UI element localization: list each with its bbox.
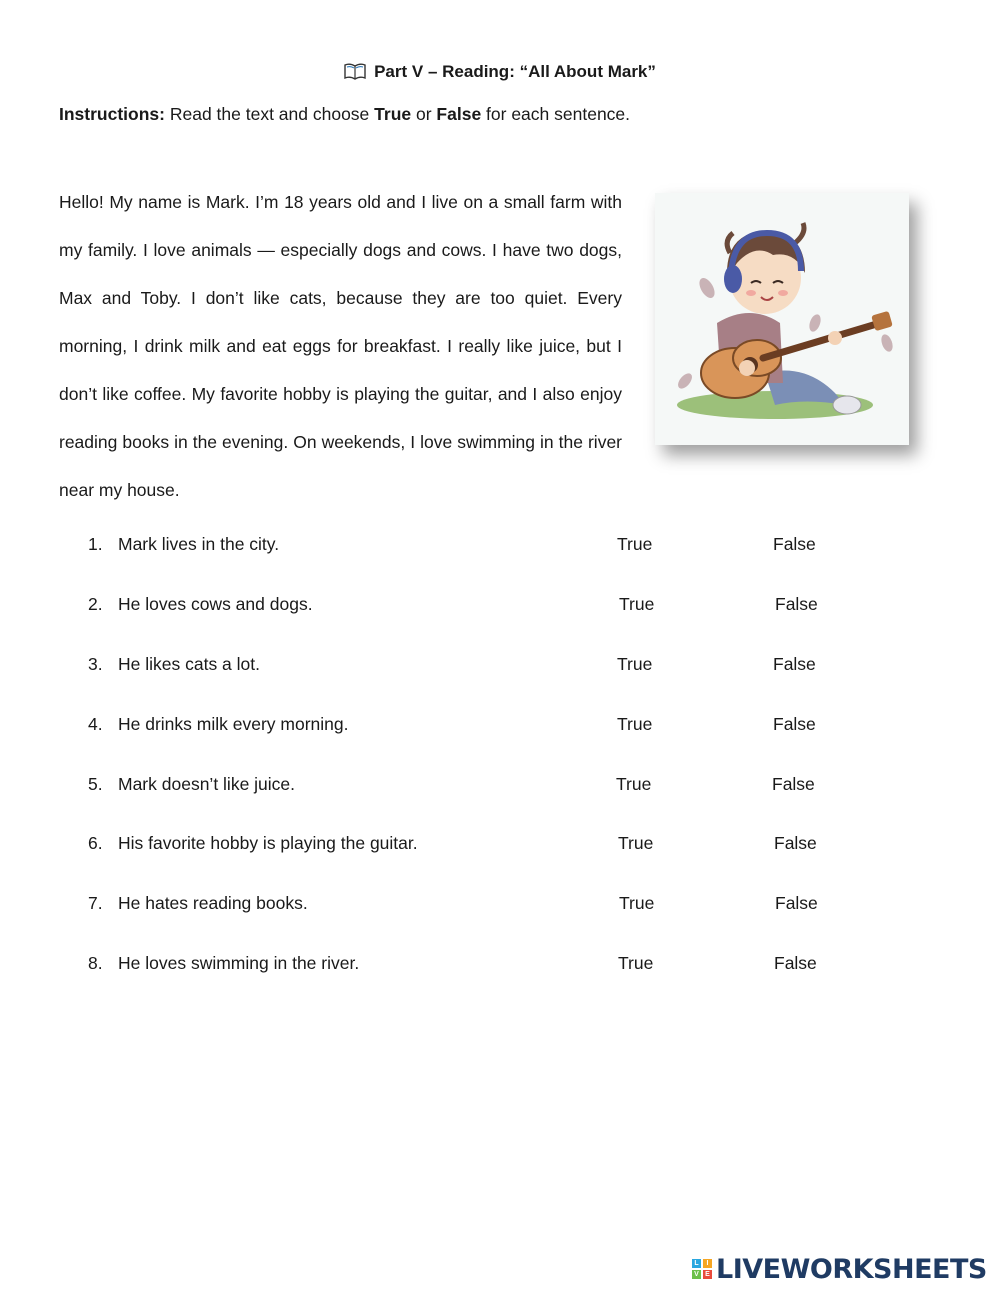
question-row	[0, 654, 1000, 680]
instructions-text: Read the text and choose	[164, 104, 375, 124]
question-number: 7.	[88, 893, 103, 913]
true-option[interactable]: True	[618, 833, 654, 853]
question-number: 1.	[88, 534, 103, 554]
false-option[interactable]: False	[772, 774, 815, 794]
logo-letter: I	[703, 1259, 712, 1268]
true-option[interactable]: True	[619, 594, 655, 614]
question-text: Mark doesn’t like juice.	[118, 774, 296, 794]
false-option[interactable]: False	[773, 654, 816, 674]
logo-letter: E	[703, 1270, 712, 1279]
question-row	[0, 833, 1000, 859]
question-row	[0, 714, 1000, 740]
question-text: His favorite hobby is playing the guitar.	[118, 833, 418, 853]
question-row	[0, 534, 1000, 560]
instructions-text: or	[411, 104, 437, 124]
question-number: 6.	[88, 833, 103, 853]
true-option[interactable]: True	[617, 714, 653, 734]
question-text: He loves cows and dogs.	[118, 594, 313, 614]
question-row	[0, 893, 1000, 919]
question-text: He drinks milk every morning.	[118, 714, 349, 734]
question-number: 8.	[88, 953, 103, 973]
question-text: Mark lives in the city.	[118, 534, 280, 554]
open-book-icon	[344, 63, 366, 86]
false-option[interactable]: False	[774, 833, 817, 853]
instructions-label: Instructions:	[59, 104, 165, 124]
true-option[interactable]: True	[617, 534, 653, 554]
true-option[interactable]: True	[616, 774, 652, 794]
false-option[interactable]: False	[774, 953, 817, 973]
question-number: 2.	[88, 594, 103, 614]
false-word: False	[436, 104, 482, 124]
false-option[interactable]: False	[775, 893, 818, 913]
question-number: 3.	[88, 654, 103, 674]
logo-letter: V	[692, 1270, 701, 1279]
question-text: He loves swimming in the river.	[118, 953, 360, 973]
question-text: He hates reading books.	[118, 893, 308, 913]
instructions	[59, 104, 630, 125]
page-title	[0, 62, 1000, 86]
true-option[interactable]: True	[619, 893, 655, 913]
true-option[interactable]: True	[618, 953, 654, 973]
false-option[interactable]: False	[775, 594, 818, 614]
logo-text: LIVEWORKSHEETS	[716, 1253, 987, 1285]
reading-passage: Hello! My name is Mark. I’m 18 years old and I live on a small farm with my family. I love animals — especially dogs and cows. I have two dogs, Max and Toby. I don’t like cats, because they are too quiet. Every morning, I drink milk and eat eggs for breakfast. I really like juice, but I don’t like coffee. My favorite hobby is playing the guitar, and I also enjoy reading books in the evening. On weekends, I love swimming in the river near my house.	[59, 192, 622, 500]
question-row	[0, 953, 1000, 979]
logo-letter: L	[692, 1259, 701, 1268]
question-text: He likes cats a lot.	[118, 654, 260, 674]
true-word: True	[374, 104, 412, 124]
true-option[interactable]: True	[617, 654, 653, 674]
page-title-text: Part V – Reading: “All About Mark”	[374, 62, 656, 81]
false-option[interactable]: False	[773, 534, 816, 554]
question-number: 4.	[88, 714, 103, 734]
question-number: 5.	[88, 774, 103, 794]
logo-grid-icon	[692, 1259, 712, 1279]
boy-guitar-illustration	[655, 193, 909, 445]
question-row	[0, 774, 1000, 800]
question-row	[0, 594, 1000, 620]
liveworksheets-logo	[692, 1254, 987, 1284]
false-option[interactable]: False	[773, 714, 816, 734]
instructions-text: for each sentence.	[481, 104, 631, 124]
